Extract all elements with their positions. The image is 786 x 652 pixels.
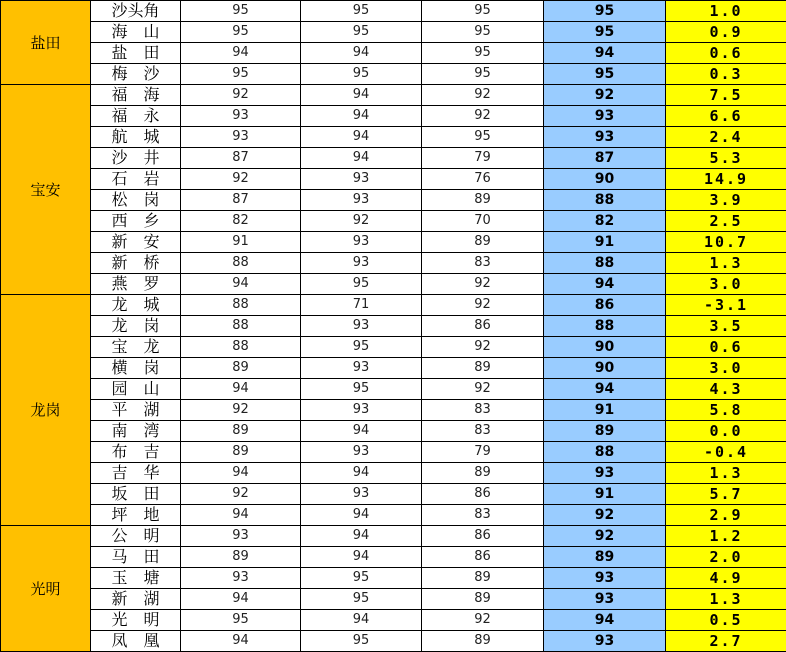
value-cell-3: 92: [422, 85, 544, 106]
station-name-cell: 松 岗: [91, 190, 181, 211]
value-cell-1: 88: [181, 253, 301, 274]
final-value-cell: 88: [544, 442, 666, 463]
table-row: [1, 631, 786, 652]
station-name-cell: 福 海: [91, 85, 181, 106]
station-name-cell: 燕 罗: [91, 274, 181, 295]
district-cell: 龙岗: [1, 295, 91, 526]
table-row: [1, 421, 786, 442]
value-cell-1: 87: [181, 190, 301, 211]
value-cell-2: 94: [301, 547, 422, 568]
station-name-cell: 公 明: [91, 526, 181, 547]
value-cell-2: 95: [301, 568, 422, 589]
value-cell-3: 95: [422, 1, 544, 22]
district-cell: 宝安: [1, 85, 91, 295]
final-value-cell: 90: [544, 337, 666, 358]
change-value-cell: 1.0: [666, 1, 786, 22]
value-cell-2: 93: [301, 442, 422, 463]
value-cell-3: 86: [422, 526, 544, 547]
change-value-cell: 5.7: [666, 484, 786, 505]
final-value-cell: 93: [544, 568, 666, 589]
value-cell-3: 95: [422, 64, 544, 85]
value-cell-1: 89: [181, 358, 301, 379]
value-cell-1: 94: [181, 505, 301, 526]
table-row: [1, 274, 786, 295]
station-name-cell: 航 城: [91, 127, 181, 148]
change-value-cell: 3.9: [666, 190, 786, 211]
value-cell-3: 89: [422, 589, 544, 610]
table-row: [1, 127, 786, 148]
value-cell-3: 95: [422, 43, 544, 64]
value-cell-3: 89: [422, 232, 544, 253]
station-name-cell: 西 乡: [91, 211, 181, 232]
value-cell-2: 95: [301, 22, 422, 43]
table-row: [1, 106, 786, 127]
station-name-cell: 盐 田: [91, 43, 181, 64]
value-cell-3: 89: [422, 190, 544, 211]
station-name-cell: 福 永: [91, 106, 181, 127]
final-value-cell: 93: [544, 631, 666, 652]
table-row: [1, 85, 786, 106]
value-cell-1: 94: [181, 463, 301, 484]
change-value-cell: 0.6: [666, 43, 786, 64]
station-name-cell: 海 山: [91, 22, 181, 43]
table-row: [1, 610, 786, 631]
value-cell-2: 94: [301, 526, 422, 547]
value-cell-2: 93: [301, 253, 422, 274]
value-cell-3: 92: [422, 379, 544, 400]
value-cell-2: 93: [301, 316, 422, 337]
value-cell-2: 94: [301, 505, 422, 526]
table-row: [1, 22, 786, 43]
change-value-cell: 0.5: [666, 610, 786, 631]
final-value-cell: 92: [544, 505, 666, 526]
change-value-cell: -3.1: [666, 295, 786, 316]
station-name-cell: 马 田: [91, 547, 181, 568]
value-cell-1: 92: [181, 85, 301, 106]
final-value-cell: 92: [544, 526, 666, 547]
change-value-cell: 14.9: [666, 169, 786, 190]
change-value-cell: 2.5: [666, 211, 786, 232]
station-name-cell: 新 桥: [91, 253, 181, 274]
final-value-cell: 94: [544, 274, 666, 295]
change-value-cell: 4.9: [666, 568, 786, 589]
table-row: [1, 211, 786, 232]
value-cell-1: 93: [181, 127, 301, 148]
table-row: [1, 442, 786, 463]
value-cell-3: 89: [422, 631, 544, 652]
final-value-cell: 91: [544, 400, 666, 421]
table-row: [1, 148, 786, 169]
change-value-cell: 5.8: [666, 400, 786, 421]
change-value-cell: 3.0: [666, 358, 786, 379]
final-value-cell: 95: [544, 64, 666, 85]
change-value-cell: 6.6: [666, 106, 786, 127]
change-value-cell: 3.5: [666, 316, 786, 337]
table-row: [1, 400, 786, 421]
district-cell: 光明: [1, 526, 91, 652]
station-name-cell: 沙 井: [91, 148, 181, 169]
value-cell-3: 89: [422, 463, 544, 484]
table-row: [1, 1, 786, 22]
value-cell-3: 86: [422, 316, 544, 337]
value-cell-3: 86: [422, 547, 544, 568]
station-name-cell: 龙 城: [91, 295, 181, 316]
value-cell-1: 88: [181, 337, 301, 358]
value-cell-3: 83: [422, 505, 544, 526]
final-value-cell: 93: [544, 127, 666, 148]
table-row: [1, 253, 786, 274]
table-row: [1, 526, 786, 547]
value-cell-1: 92: [181, 400, 301, 421]
table-row: [1, 505, 786, 526]
value-cell-2: 71: [301, 295, 422, 316]
value-cell-2: 92: [301, 211, 422, 232]
value-cell-1: 94: [181, 43, 301, 64]
value-cell-1: 92: [181, 484, 301, 505]
value-cell-1: 94: [181, 379, 301, 400]
table-body: [1, 1, 786, 652]
station-name-cell: 玉 塘: [91, 568, 181, 589]
change-value-cell: 0.9: [666, 22, 786, 43]
value-cell-2: 93: [301, 232, 422, 253]
final-value-cell: 90: [544, 169, 666, 190]
station-name-cell: 沙头角: [91, 1, 181, 22]
station-name-cell: 梅 沙: [91, 64, 181, 85]
station-name-cell: 布 吉: [91, 442, 181, 463]
final-value-cell: 94: [544, 379, 666, 400]
station-name-cell: 南 湾: [91, 421, 181, 442]
value-cell-1: 94: [181, 631, 301, 652]
value-cell-3: 92: [422, 337, 544, 358]
table-row: [1, 190, 786, 211]
value-cell-2: 94: [301, 148, 422, 169]
table-row: [1, 358, 786, 379]
final-value-cell: 94: [544, 610, 666, 631]
value-cell-2: 95: [301, 337, 422, 358]
table-row: [1, 463, 786, 484]
change-value-cell: 2.7: [666, 631, 786, 652]
change-value-cell: 2.9: [666, 505, 786, 526]
value-cell-2: 95: [301, 631, 422, 652]
value-cell-1: 95: [181, 610, 301, 631]
value-cell-1: 89: [181, 442, 301, 463]
value-cell-1: 95: [181, 64, 301, 85]
final-value-cell: 88: [544, 316, 666, 337]
table-row: [1, 64, 786, 85]
value-cell-2: 94: [301, 127, 422, 148]
table-row: [1, 169, 786, 190]
value-cell-1: 88: [181, 295, 301, 316]
table-row: [1, 337, 786, 358]
value-cell-3: 70: [422, 211, 544, 232]
final-value-cell: 91: [544, 232, 666, 253]
value-cell-2: 95: [301, 379, 422, 400]
change-value-cell: 3.0: [666, 274, 786, 295]
station-name-cell: 坂 田: [91, 484, 181, 505]
station-name-cell: 凤 凰: [91, 631, 181, 652]
value-cell-3: 79: [422, 442, 544, 463]
value-cell-3: 95: [422, 127, 544, 148]
value-cell-1: 93: [181, 568, 301, 589]
value-cell-3: 95: [422, 22, 544, 43]
change-value-cell: 10.7: [666, 232, 786, 253]
value-cell-2: 95: [301, 1, 422, 22]
district-cell: 盐田: [1, 1, 91, 85]
value-cell-3: 83: [422, 400, 544, 421]
value-cell-1: 95: [181, 1, 301, 22]
table-row: [1, 295, 786, 316]
change-value-cell: 7.5: [666, 85, 786, 106]
final-value-cell: 89: [544, 547, 666, 568]
change-value-cell: 4.3: [666, 379, 786, 400]
station-name-cell: 新 安: [91, 232, 181, 253]
station-name-cell: 光 明: [91, 610, 181, 631]
final-value-cell: 92: [544, 85, 666, 106]
value-cell-3: 79: [422, 148, 544, 169]
final-value-cell: 87: [544, 148, 666, 169]
value-cell-3: 92: [422, 610, 544, 631]
value-cell-1: 93: [181, 106, 301, 127]
change-value-cell: 0.6: [666, 337, 786, 358]
value-cell-2: 94: [301, 421, 422, 442]
value-cell-1: 89: [181, 547, 301, 568]
value-cell-3: 83: [422, 421, 544, 442]
value-cell-1: 82: [181, 211, 301, 232]
table-row: [1, 43, 786, 64]
change-value-cell: 5.3: [666, 148, 786, 169]
final-value-cell: 93: [544, 463, 666, 484]
change-value-cell: 2.0: [666, 547, 786, 568]
change-value-cell: 1.2: [666, 526, 786, 547]
value-cell-3: 89: [422, 358, 544, 379]
value-cell-1: 94: [181, 589, 301, 610]
station-name-cell: 园 山: [91, 379, 181, 400]
value-cell-3: 83: [422, 253, 544, 274]
table-row: [1, 484, 786, 505]
final-value-cell: 88: [544, 190, 666, 211]
value-cell-3: 76: [422, 169, 544, 190]
value-cell-2: 95: [301, 64, 422, 85]
change-value-cell: 0.0: [666, 421, 786, 442]
station-name-cell: 平 湖: [91, 400, 181, 421]
station-name-cell: 石 岩: [91, 169, 181, 190]
final-value-cell: 94: [544, 43, 666, 64]
change-value-cell: -0.4: [666, 442, 786, 463]
value-cell-3: 89: [422, 568, 544, 589]
station-name-cell: 吉 华: [91, 463, 181, 484]
value-cell-2: 94: [301, 610, 422, 631]
final-value-cell: 93: [544, 589, 666, 610]
value-cell-1: 93: [181, 526, 301, 547]
final-value-cell: 86: [544, 295, 666, 316]
value-cell-2: 93: [301, 169, 422, 190]
value-cell-2: 93: [301, 484, 422, 505]
change-value-cell: 1.3: [666, 463, 786, 484]
final-value-cell: 95: [544, 1, 666, 22]
station-name-cell: 横 岗: [91, 358, 181, 379]
table-row: [1, 232, 786, 253]
value-cell-2: 93: [301, 358, 422, 379]
change-value-cell: 0.3: [666, 64, 786, 85]
final-value-cell: 82: [544, 211, 666, 232]
final-value-cell: 91: [544, 484, 666, 505]
value-cell-2: 94: [301, 463, 422, 484]
table-row: [1, 316, 786, 337]
value-cell-2: 95: [301, 274, 422, 295]
value-cell-1: 91: [181, 232, 301, 253]
final-value-cell: 93: [544, 106, 666, 127]
station-name-cell: 宝 龙: [91, 337, 181, 358]
value-cell-2: 94: [301, 43, 422, 64]
value-cell-2: 95: [301, 589, 422, 610]
value-cell-1: 95: [181, 22, 301, 43]
value-cell-2: 94: [301, 106, 422, 127]
value-cell-2: 93: [301, 400, 422, 421]
table-row: [1, 379, 786, 400]
value-cell-1: 88: [181, 316, 301, 337]
change-value-cell: 1.3: [666, 253, 786, 274]
value-cell-2: 93: [301, 190, 422, 211]
table-row: [1, 547, 786, 568]
final-value-cell: 89: [544, 421, 666, 442]
value-cell-1: 92: [181, 169, 301, 190]
table-row: [1, 589, 786, 610]
final-value-cell: 95: [544, 22, 666, 43]
value-cell-3: 92: [422, 274, 544, 295]
value-cell-3: 86: [422, 484, 544, 505]
value-cell-1: 94: [181, 274, 301, 295]
value-cell-3: 92: [422, 295, 544, 316]
station-name-cell: 新 湖: [91, 589, 181, 610]
value-cell-1: 89: [181, 421, 301, 442]
station-name-cell: 龙 岗: [91, 316, 181, 337]
station-name-cell: 坪 地: [91, 505, 181, 526]
final-value-cell: 88: [544, 253, 666, 274]
table-row: [1, 568, 786, 589]
change-value-cell: 2.4: [666, 127, 786, 148]
value-cell-3: 92: [422, 106, 544, 127]
value-cell-2: 94: [301, 85, 422, 106]
final-value-cell: 90: [544, 358, 666, 379]
value-cell-1: 87: [181, 148, 301, 169]
change-value-cell: 1.3: [666, 589, 786, 610]
